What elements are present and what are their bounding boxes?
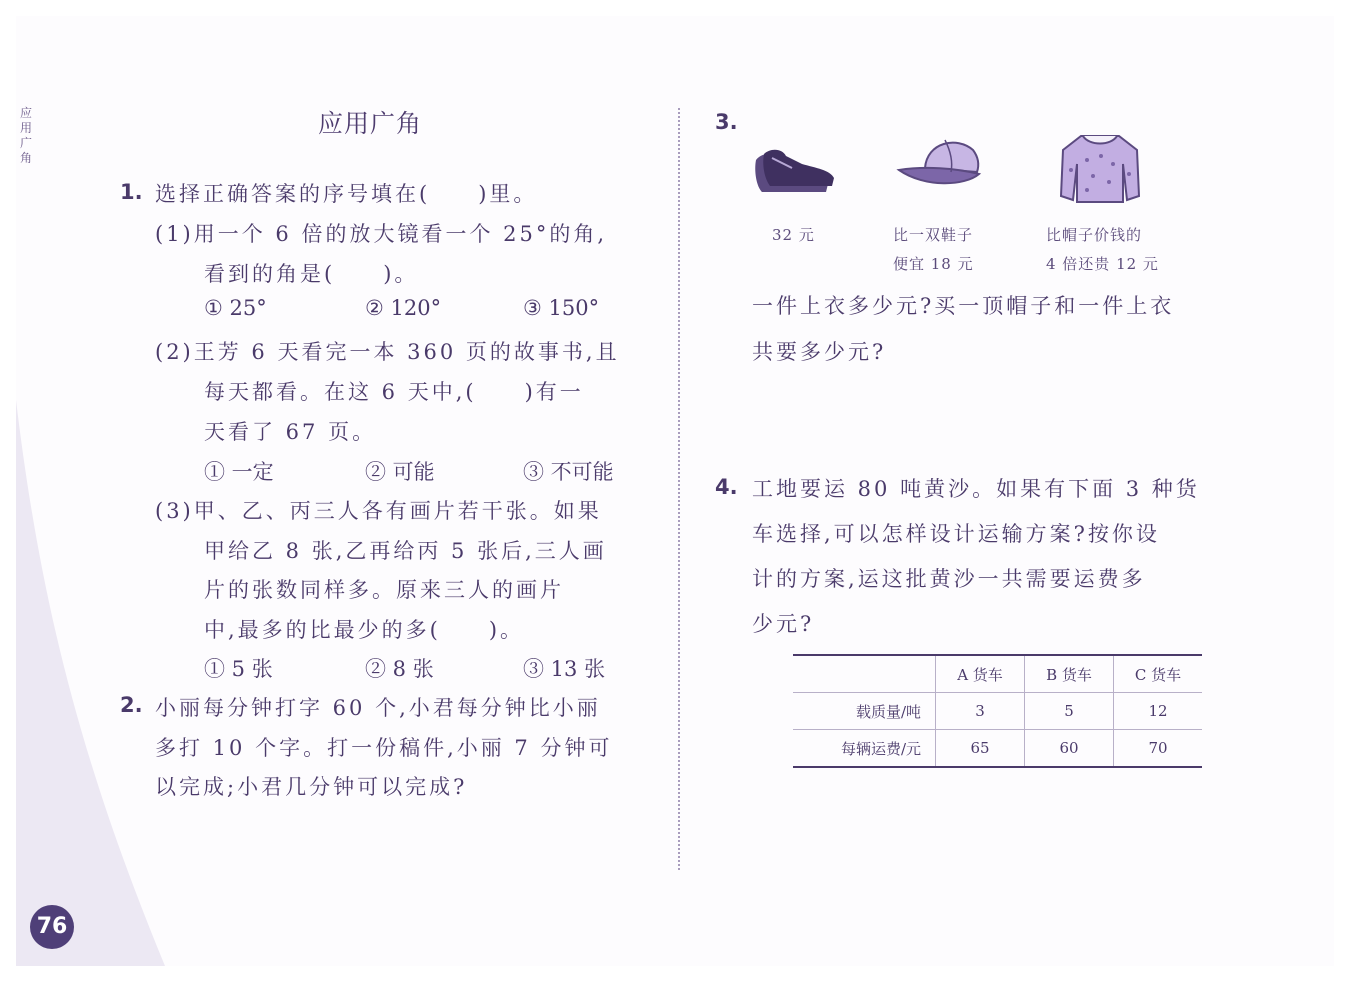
q4-line1: 工地要运 80 吨黄沙。如果有下面 3 种货 — [752, 477, 1200, 501]
q1-stem: 选择正确答案的序号填在( )里。 — [155, 182, 538, 206]
table-cell: 载质量/吨 — [793, 693, 936, 730]
page-title: 应用广角 — [318, 109, 423, 138]
shoes-price: 32 元 — [772, 226, 815, 244]
table-header-cell: B 货车 — [1025, 655, 1114, 693]
side-tab: 应用广角 — [20, 106, 33, 165]
blouse-price-line1: 比帽子价钱的 — [1046, 226, 1143, 244]
q1-2-option-2: ② 可能 — [365, 460, 435, 484]
table-cell: 12 — [1114, 693, 1203, 730]
table-row — [793, 693, 1202, 730]
q2-line2: 多打 10 个字。打一份稿件,小丽 7 分钟可 — [155, 736, 613, 760]
q1-1-option-3: ③ 150° — [523, 296, 600, 320]
page-number: 76 — [30, 905, 74, 949]
q2-line1: 小丽每分钟打字 60 个,小君每分钟比小丽 — [155, 696, 601, 720]
table-cell: 3 — [936, 693, 1025, 730]
q1-2-line3: 天看了 67 页。 — [204, 420, 377, 444]
q1-3-line1: (3)甲、乙、丙三人各有画片若干张。如果 — [155, 499, 602, 523]
q1-2-line1: (2)王芳 6 天看完一本 360 页的故事书,且 — [155, 340, 620, 364]
q1-2-line2: 每天都看。在这 6 天中,( )有一 — [204, 380, 584, 404]
q1-3-option-1: ① 5 张 — [204, 657, 273, 681]
table-row — [793, 730, 1202, 768]
q3-line1: 一件上衣多少元?买一顶帽子和一件上衣 — [752, 294, 1175, 318]
cap-price-line2: 便宜 18 元 — [893, 255, 974, 273]
q1-3-line2: 甲给乙 8 张,乙再给丙 5 张后,三人画 — [204, 539, 607, 563]
q1-1-line2: 看到的角是( )。 — [204, 262, 419, 286]
table-cell: 5 — [1025, 693, 1114, 730]
table-header-cell — [793, 655, 936, 693]
cap-icon — [895, 132, 983, 190]
table-cell: 60 — [1025, 730, 1114, 768]
q2-number: 2. — [120, 693, 143, 717]
q1-number: 1. — [120, 180, 143, 204]
blouse-icon — [1057, 130, 1143, 206]
q1-1-line1: (1)用一个 6 倍的放大镜看一个 25°的角, — [155, 222, 608, 246]
shoes-icon — [752, 146, 838, 198]
q1-1-option-2: ② 120° — [365, 296, 442, 320]
table-cell: 70 — [1114, 730, 1203, 768]
page-divider — [678, 108, 680, 870]
cap-price-line1: 比一双鞋子 — [893, 226, 974, 244]
table-header-cell: A 货车 — [936, 655, 1025, 693]
table-cell: 每辆运费/元 — [793, 730, 936, 768]
q4-line2: 车选择,可以怎样设计运输方案?按你设 — [752, 522, 1160, 546]
q1-2-option-1: ① 一定 — [204, 460, 274, 484]
table-cell: 65 — [936, 730, 1025, 768]
q3-line2: 共要多少元? — [752, 340, 887, 364]
blouse-price-line2: 4 倍还贵 12 元 — [1046, 255, 1159, 273]
table-header-row — [793, 655, 1202, 693]
q4-line3: 计的方案,运这批黄沙一共需要运费多 — [752, 567, 1146, 591]
q1-1-option-1: ① 25° — [204, 296, 267, 320]
q1-3-line3: 片的张数同样多。原来三人的画片 — [204, 578, 564, 602]
q1-3-option-2: ② 8 张 — [365, 657, 434, 681]
table-header-cell: C 货车 — [1114, 655, 1203, 693]
truck-table — [793, 654, 1202, 768]
q1-3-option-3: ③ 13 张 — [523, 657, 606, 681]
q1-3-line4: 中,最多的比最少的多( )。 — [204, 618, 525, 642]
q1-2-option-3: ③ 不可能 — [523, 460, 614, 484]
q4-number: 4. — [715, 475, 738, 499]
q2-line3: 以完成;小君几分钟可以完成? — [155, 775, 468, 799]
q3-number: 3. — [715, 110, 738, 134]
q4-line4: 少元? — [752, 612, 815, 636]
